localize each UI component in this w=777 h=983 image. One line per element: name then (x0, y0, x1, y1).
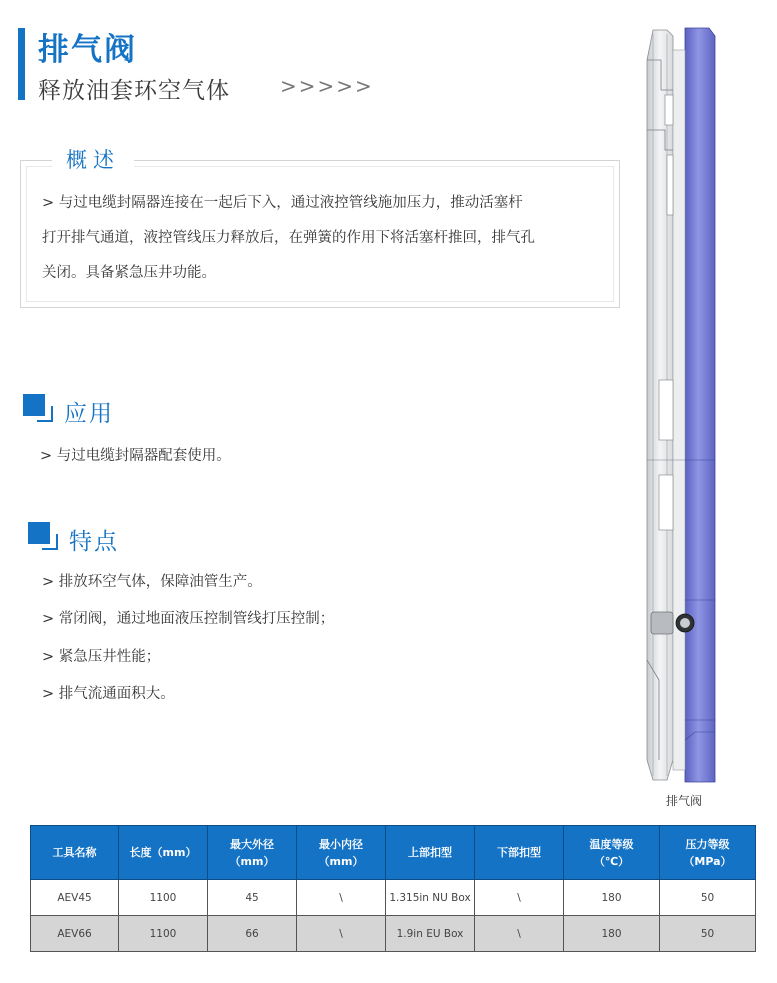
table-cell: 180 (564, 880, 660, 916)
table-cell: \ (297, 916, 386, 952)
table-cell: 1100 (119, 880, 208, 916)
feature-item: > 排放环空气体，保障油管生产。 (42, 574, 262, 590)
table-cell: 66 (208, 916, 297, 952)
table-cell: 50 (660, 880, 756, 916)
header-length: 长度（mm） (119, 826, 208, 880)
header-min-id: 最小内径 （mm） (297, 826, 386, 880)
section-square-icon (28, 522, 58, 550)
page-subtitle: 释放油套环空气体 (38, 78, 230, 104)
feature-item: > 常闭阀，通过地面液压控制管线打压控制； (42, 611, 335, 627)
title-arrows: >>>>> (280, 74, 374, 98)
application-item: > 与过电缆封隔器配套使用。 (40, 448, 231, 464)
header-tool-name: 工具名称 (31, 826, 119, 880)
figure-caption: 排气阀 (666, 794, 703, 808)
table-cell: 1100 (119, 916, 208, 952)
header-upper-thread: 上部扣型 (386, 826, 475, 880)
overview-heading: 概述 (52, 144, 134, 174)
overview-line: 关闭。具备紧急压井功能。 (42, 265, 216, 281)
feature-item: > 排气流通面积大。 (42, 686, 175, 702)
features-heading: 特点 (69, 529, 119, 555)
table-row (31, 880, 756, 916)
application-heading: 应用 (64, 401, 114, 427)
table-cell: 1.9in EU Box (386, 916, 475, 952)
header-pressure-rating: 压力等级 （MPa） (660, 826, 756, 880)
exhaust-valve-illustration (645, 20, 725, 790)
table-cell: 45 (208, 880, 297, 916)
title-accent-bar (18, 28, 25, 100)
table-header-row (31, 826, 756, 880)
overview-text (42, 186, 604, 291)
section-square-icon (23, 394, 53, 422)
table-cell: \ (475, 916, 564, 952)
table-cell: AEV45 (31, 880, 119, 916)
table-row (31, 916, 756, 952)
header-temp-rating: 温度等级 （℃） (564, 826, 660, 880)
table-cell: \ (297, 880, 386, 916)
spec-table (30, 825, 756, 952)
header-max-od: 最大外径 （mm） (208, 826, 297, 880)
table-cell: 50 (660, 916, 756, 952)
feature-item: > 紧急压井性能； (42, 649, 161, 665)
table-cell: \ (475, 880, 564, 916)
page-title: 排气阀 (38, 32, 137, 68)
table-cell: 1.315in NU Box (386, 880, 475, 916)
header-lower-thread: 下部扣型 (475, 826, 564, 880)
overview-line: > 与过电缆封隔器连接在一起后下入，通过液控管线施加压力，推动活塞杆 (42, 195, 523, 211)
table-cell: 180 (564, 916, 660, 952)
table-cell: AEV66 (31, 916, 119, 952)
overview-line: 打开排气通道，液控管线压力释放后，在弹簧的作用下将活塞杆推回，排气孔 (42, 230, 535, 246)
